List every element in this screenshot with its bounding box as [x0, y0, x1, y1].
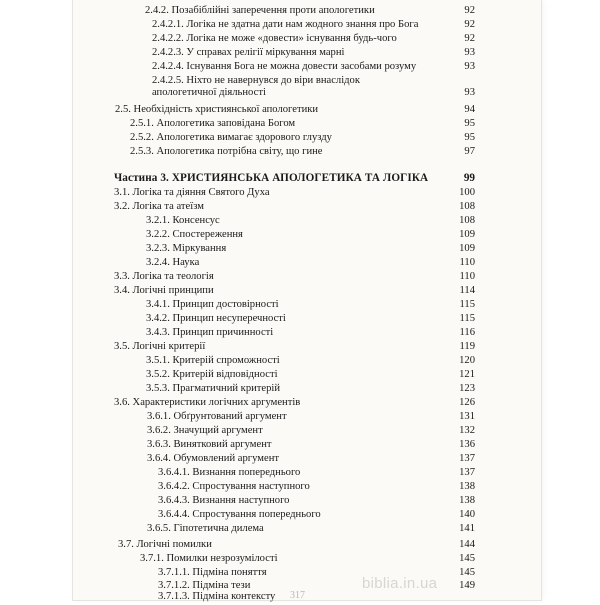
toc-entry-page: 115: [459, 299, 475, 310]
toc-entry-title: 3.2.1. Консенсус: [146, 215, 220, 226]
toc-entry-title: 3.7. Логічні помилки: [118, 539, 212, 550]
toc-entry-page: 131: [459, 411, 475, 422]
toc-entry-title: 3.3. Логіка та теологія: [114, 271, 214, 282]
toc-entry-title: 3.5. Логічні критерії: [114, 341, 206, 352]
toc-entry-title: Частина 3. ХРИСТИЯНСЬКА АПОЛОГЕТИКА ТА ЛОГІКА: [114, 172, 429, 184]
toc-entry-title: 3.1. Логіка та діяння Святого Духа: [114, 187, 270, 198]
toc-entry-title: 3.6. Характеристики логічних аргументів: [114, 397, 301, 408]
toc-entry-title: 3.6.3. Винятковий аргумент: [147, 439, 272, 450]
toc-entry-page: 121: [459, 369, 475, 380]
toc-entry-page: 137: [459, 453, 475, 464]
toc-entry-title: 2.4.2.4. Існування Бога не можна довести засобами розуму: [152, 61, 417, 72]
toc-entry-title: 3.7.1.3. Підміна контексту: [158, 591, 276, 602]
toc-entry-title: 3.6.4.2. Спростування наступного: [158, 481, 310, 492]
toc-entry-title: 3.7.1.1. Підміна поняття: [158, 567, 267, 578]
toc-entry-page: 92: [464, 33, 475, 44]
toc-entry-page: 123: [459, 383, 475, 394]
toc-entry-page: 126: [459, 397, 475, 408]
toc-entry-page: 137: [459, 467, 475, 478]
toc-entry-page: 92: [464, 5, 475, 16]
toc-entry-page: 95: [464, 132, 475, 143]
toc-entry-page: 141: [459, 523, 475, 534]
toc-entry-page: 114: [459, 285, 475, 296]
toc-entry-title: 2.5.2. Апологетика вимагає здорового глузду: [130, 132, 332, 143]
toc-entry-title: 3.6.5. Гіпотетична дилема: [147, 523, 264, 534]
toc-entry-page: 145: [459, 553, 475, 564]
toc-entry-title: 2.4.2. Позабіблійні заперечення проти апологетики: [145, 5, 375, 16]
toc-entry-title: 2.5.3. Апологетика потрібна світу, що гине: [130, 146, 323, 157]
toc-entry-page: 149: [459, 580, 475, 591]
toc-entry-page: 145: [459, 567, 475, 578]
toc-entry-title: 3.4.1. Принцип достовірності: [146, 299, 279, 310]
toc-entry-page: 110: [459, 271, 475, 282]
toc-entry-title: 3.2.4. Наука: [146, 257, 200, 268]
toc-entry-page: 116: [459, 327, 475, 338]
toc-entry-page: 93: [464, 61, 475, 72]
page-number: 317: [290, 590, 305, 601]
toc-entry-title: апологетичної діяльності: [152, 87, 266, 98]
toc-entry-title: 2.4.2.2. Логіка не може «довести» існування будь-чого: [152, 33, 397, 44]
toc-entry-page: 109: [459, 243, 475, 254]
toc-entry-title: 3.6.1. Обґрунтований аргумент: [147, 411, 287, 422]
toc-entry-page: 115: [459, 313, 475, 324]
toc-entry-title: 3.4.2. Принцип несуперечності: [146, 313, 286, 324]
toc-entry-page: 108: [459, 215, 475, 226]
toc-entry-page: 108: [459, 201, 475, 212]
toc-entry-title: 3.2.2. Спостереження: [146, 229, 243, 240]
toc-entry-title: 3.5.1. Критерій спроможності: [146, 355, 280, 366]
toc-entry-title: 3.5.2. Критерій відповідності: [146, 369, 278, 380]
toc-entry-title: 3.4. Логічні принципи: [114, 285, 214, 296]
toc-entry-page: 99: [463, 172, 475, 184]
toc-entry-title: 3.2. Логіка та атеїзм: [114, 201, 204, 212]
toc-entry-page: 119: [459, 341, 475, 352]
toc-entry-title: 3.6.2. Значущий аргумент: [147, 425, 263, 436]
toc-entry-page: 94: [464, 104, 475, 115]
toc-entry-page: 95: [464, 118, 475, 129]
toc-entry-title: 3.7.1. Помилки незрозумілості: [140, 553, 278, 564]
toc-entry-title: 2.4.2.1. Логіка не здатна дати нам жодного знання про Бога: [152, 19, 419, 30]
toc-entry-title: 3.6.4.1. Визнання попереднього: [158, 467, 301, 478]
toc-entry-title: 2.5.1. Апологетика заповідана Богом: [130, 118, 296, 129]
toc-entry-title: 3.5.3. Прагматичний критерій: [146, 383, 281, 394]
toc-entry-title: 2.4.2.3. У справах релігії міркування марні: [152, 47, 345, 58]
toc-entry-page: 144: [459, 539, 475, 550]
toc-entry-page: 132: [459, 425, 475, 436]
toc-entry-page: 93: [464, 87, 475, 98]
toc-entry-title: 3.6.4.3. Визнання наступного: [158, 495, 290, 506]
toc-entry-page: 93: [464, 47, 475, 58]
toc-entry-title: 3.6.4. Обумовлений аргумент: [147, 453, 279, 464]
toc-entry-page: 120: [459, 355, 475, 366]
toc-entry-page: 140: [459, 509, 475, 520]
toc-entry-page: 138: [459, 481, 475, 492]
toc-entry-page: 100: [459, 187, 475, 198]
toc-entry-title: 3.2.3. Міркування: [146, 243, 227, 254]
toc-entry-page: 97: [464, 146, 475, 157]
toc-entry-title: 3.6.4.4. Спростування попереднього: [158, 509, 321, 520]
toc-entry-page: 110: [459, 257, 475, 268]
toc-entry-page: 136: [459, 439, 475, 450]
toc-entry-page: 138: [459, 495, 475, 506]
toc-entry-page: 92: [464, 19, 475, 30]
toc-entry-title: 3.4.3. Принцип причинності: [146, 327, 274, 338]
watermark: biblia.in.ua: [362, 575, 438, 592]
toc-entry-page: 109: [459, 229, 475, 240]
toc-entry-title: 2.5. Необхідність християнської апологетики: [115, 104, 319, 115]
toc-entry-title: 2.4.2.5. Ніхто не навернувся до віри внаслідок: [152, 75, 360, 86]
toc-entry-title: 3.7.1.2. Підміна тези: [158, 580, 251, 591]
